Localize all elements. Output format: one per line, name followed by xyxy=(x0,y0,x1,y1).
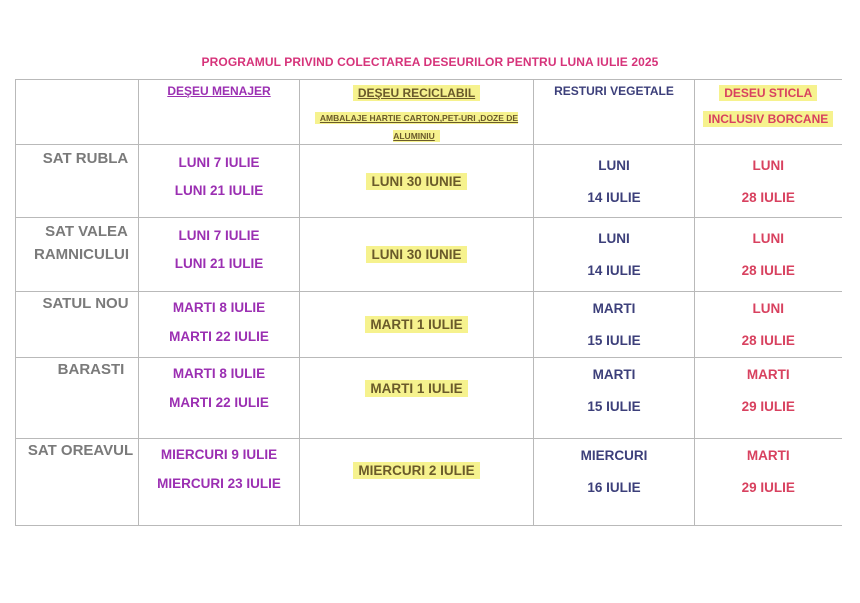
header-reciclabil xyxy=(300,80,534,145)
header-vegetale xyxy=(534,80,695,145)
menajer-date-2: LUNI 21 IULIE xyxy=(174,256,264,271)
sticla-date: 29 IULIE xyxy=(741,480,795,495)
table-row xyxy=(16,292,842,358)
reciclabil-cell xyxy=(300,292,534,358)
reciclabil-date: MARTI 1 IULIE xyxy=(365,316,467,333)
menajer-cell xyxy=(139,358,300,439)
table-row xyxy=(16,439,842,526)
vegetale-cell xyxy=(534,145,695,218)
vegetale-cell xyxy=(534,358,695,439)
sticla-date: 28 IULIE xyxy=(741,333,795,348)
sticla-cell xyxy=(695,358,842,439)
location-cell xyxy=(16,218,139,292)
header-sticla-label: DESEU STICLA xyxy=(719,85,817,101)
sticla-day: MARTI xyxy=(746,367,790,382)
menajer-date-1: MIERCURI 9 IULIE xyxy=(160,447,278,462)
reciclabil-cell xyxy=(300,218,534,292)
menajer-date-2: MARTI 22 IULIE xyxy=(169,395,269,410)
collection-schedule-table xyxy=(15,79,842,526)
vegetale-date: 16 IULIE xyxy=(587,480,641,495)
sticla-cell xyxy=(695,439,842,526)
reciclabil-date: MIERCURI 2 IULIE xyxy=(353,462,479,479)
vegetale-date: 14 IULIE xyxy=(587,263,641,278)
menajer-date-1: LUNI 7 IULIE xyxy=(178,228,260,243)
vegetale-cell xyxy=(534,218,695,292)
sticla-cell xyxy=(695,145,842,218)
vegetale-date: 15 IULIE xyxy=(587,333,641,348)
vegetale-date: 14 IULIE xyxy=(587,190,641,205)
sticla-day: LUNI xyxy=(752,158,784,173)
reciclabil-date: LUNI 30 IUNIE xyxy=(366,173,466,190)
reciclabil-cell xyxy=(300,439,534,526)
sticla-cell xyxy=(695,218,842,292)
header-vegetale-label: RESTURI VEGETALE xyxy=(554,84,674,98)
location-name: SAT VALEA xyxy=(45,223,128,240)
location-cell xyxy=(16,358,139,439)
menajer-cell xyxy=(139,145,300,218)
location-name-line-2: RAMNICULUI xyxy=(34,246,129,263)
page-title: PROGRAMUL PRIVIND COLECTAREA DESEURILOR PENTRU LUNA IULIE 2025 xyxy=(201,55,659,69)
vegetale-day: MARTI xyxy=(592,367,636,382)
sticla-day: LUNI xyxy=(752,231,784,246)
reciclabil-cell xyxy=(300,145,534,218)
header-sticla xyxy=(695,80,842,145)
vegetale-day: LUNI xyxy=(598,231,630,246)
location-name: BARASTI xyxy=(57,361,125,378)
sticla-cell xyxy=(695,292,842,358)
sticla-day: MARTI xyxy=(746,448,790,463)
vegetale-cell xyxy=(534,439,695,526)
menajer-cell xyxy=(139,439,300,526)
reciclabil-date: LUNI 30 IUNIE xyxy=(366,246,466,263)
header-menajer-label: DEŞEU MENAJER xyxy=(167,84,271,98)
location-name: SATUL NOU xyxy=(42,295,129,312)
table-row xyxy=(16,145,842,218)
menajer-cell xyxy=(139,292,300,358)
sticla-date: 29 IULIE xyxy=(741,399,795,414)
sticla-date: 28 IULIE xyxy=(741,190,795,205)
location-name: SAT OREAVUL xyxy=(27,442,134,459)
header-row xyxy=(16,80,842,145)
menajer-date-1: MARTI 8 IULIE xyxy=(172,300,266,315)
sticla-day: LUNI xyxy=(752,301,784,316)
menajer-date-1: LUNI 7 IULIE xyxy=(178,155,260,170)
header-menajer xyxy=(139,80,300,145)
vegetale-day: LUNI xyxy=(598,158,630,173)
vegetale-cell xyxy=(534,292,695,358)
vegetale-date: 15 IULIE xyxy=(587,399,641,414)
menajer-date-2: LUNI 21 IULIE xyxy=(174,183,264,198)
header-reciclabil-sub: AMBALAJE HARTIE CARTON,PET-URI ,DOZE DE ALUMINIU xyxy=(315,112,518,142)
sticla-date: 28 IULIE xyxy=(741,263,795,278)
location-cell xyxy=(16,145,139,218)
location-cell xyxy=(16,439,139,526)
menajer-date-2: MIERCURI 23 IULIE xyxy=(157,476,281,491)
vegetale-day: MARTI xyxy=(592,301,636,316)
menajer-cell xyxy=(139,218,300,292)
vegetale-day: MIERCURI xyxy=(580,448,648,463)
header-reciclabil-label: DEŞEU RECICLABIL xyxy=(353,85,480,101)
header-empty-cell xyxy=(16,80,139,145)
header-sticla-sub: INCLUSIV BORCANE xyxy=(703,111,833,127)
menajer-date-2: MARTI 22 IULIE xyxy=(169,329,269,344)
table-row xyxy=(16,358,842,439)
table-row xyxy=(16,218,842,292)
menajer-date-1: MARTI 8 IULIE xyxy=(172,366,266,381)
reciclabil-date: MARTI 1 IULIE xyxy=(365,380,467,397)
location-name: SAT RUBLA xyxy=(42,150,129,167)
location-cell xyxy=(16,292,139,358)
reciclabil-cell xyxy=(300,358,534,439)
